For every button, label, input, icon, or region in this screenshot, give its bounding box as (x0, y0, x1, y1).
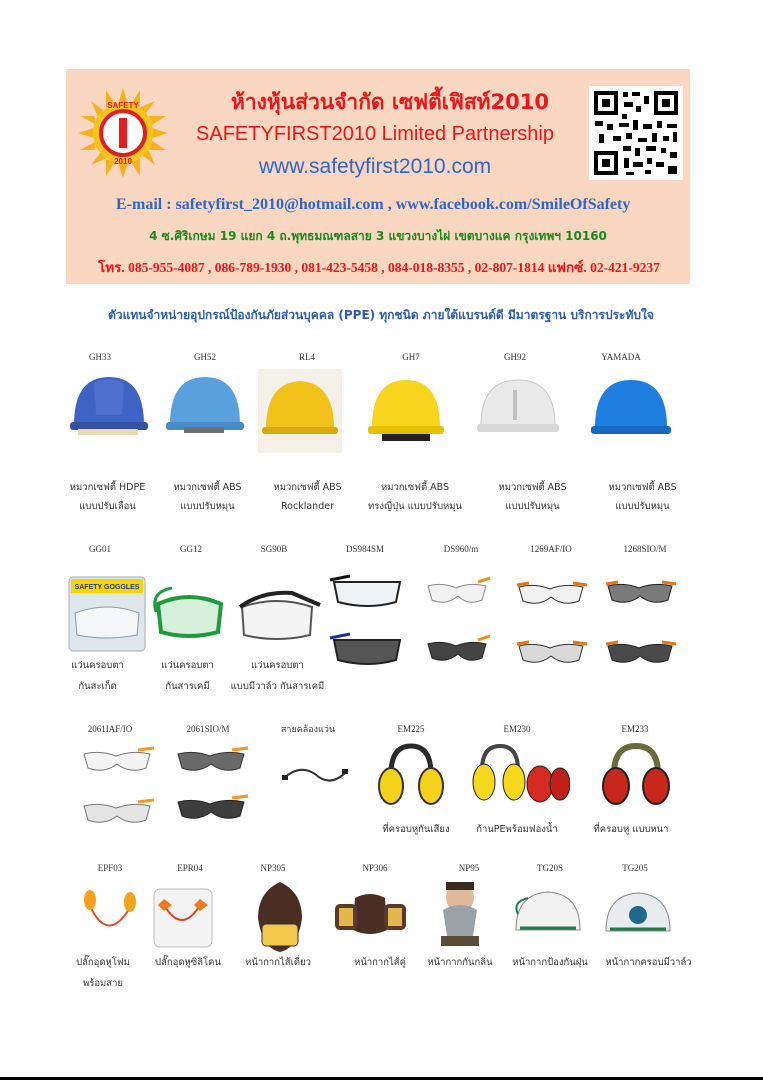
product-code: GH7 (402, 352, 420, 362)
helmet-yamada-image (589, 370, 673, 452)
product-label: หน้ากากครอบมีวาล์ว (605, 957, 692, 968)
product-label: แบบปรับหมุน (180, 501, 235, 512)
glasses-ds984sm-smoke-image (328, 628, 406, 673)
product-code: DS960/m (443, 544, 479, 554)
glasses-1269io-image (513, 634, 589, 670)
qr-code (589, 86, 683, 180)
product-code: 1269AF/IO (530, 544, 572, 554)
product-label: ทรงญี่ปุ่น แบบปรับหมุน (367, 501, 462, 512)
product-label: พร้อมสาย (82, 978, 124, 989)
product-label: แบบปรับหมุน (505, 501, 560, 512)
glasses-1268sio-image (602, 574, 678, 610)
product-code: EM225 (397, 724, 425, 734)
product-code: 1268SIO/M (623, 544, 667, 554)
product-label: หมวกเซฟตี้ ABS (273, 482, 342, 493)
product-label: แบบปรับเลื่อน (79, 501, 136, 512)
product-label: Rocklander (281, 501, 334, 512)
product-label: ปลั๊กอุดหูซิลิโคน (155, 957, 221, 968)
glasses-2061io-image (78, 794, 156, 830)
phone-numbers: โทร. 085-955-4087 , 086-789-1930 , 081-423-5458 , 084-018-8355 , 02-807-1814 แฟกซ์. 02-421-9237 (98, 260, 660, 275)
product-label: หมวกเซฟตี้ ABS (173, 482, 242, 493)
product-label: หน้ากากกันกลิ่น (427, 957, 493, 968)
earplug-foam-corded-image (78, 888, 143, 950)
respirator-dual-cartridge-image (333, 890, 408, 940)
product-code: NP305 (260, 863, 286, 873)
earmuff-em225-image (375, 740, 447, 810)
product-label: แว่นครอบตา (161, 660, 214, 671)
tagline: ตัวแทนจำหน่ายอุปกรณ์ป้องกันภัยส่วนบุคคล (PPE) ทุกชนิด ภายใต้แบรนด์ดี มีมาตรฐาน บริการประทับใจ (108, 308, 654, 322)
product-code: 2061IAF/IO (87, 724, 133, 734)
product-label: แบบปรับหมุน (615, 501, 670, 512)
product-code: NP306 (362, 863, 388, 873)
earplug-silicone-image (150, 885, 216, 951)
logo-text-top: SAFETY (107, 101, 139, 110)
logo-text-bottom: 2010 (114, 157, 132, 166)
contact-line[interactable]: E-mail : safetyfirst_2010@hotmail.com , www.facebook.com/SmileOfSafety (116, 196, 631, 213)
product-code: GH92 (504, 352, 526, 362)
glasses-ds984sm-clear-image (328, 570, 406, 615)
product-code: TG20S (536, 863, 563, 873)
eyeglass-cord-image (280, 760, 350, 794)
product-code: GH52 (194, 352, 216, 362)
product-label: แว่นครอบตา (71, 660, 124, 671)
goggle-gg01-image (67, 575, 147, 653)
helmet-gh92-image (473, 370, 563, 452)
glasses-2061m-image (172, 790, 250, 826)
product-code: NP95 (458, 863, 480, 873)
glasses-1269af-image (513, 575, 589, 611)
product-code: GH33 (89, 352, 111, 362)
product-code: DS984SM (345, 544, 384, 554)
product-code: GG01 (89, 544, 111, 554)
company-name-thai: ห้างหุ้นส่วนจำกัด เซฟตี้เฟิสท์2010 (231, 90, 549, 114)
product-label: ปลั๊กอุดหูโฟม (76, 957, 130, 968)
helmet-rl4-image (258, 369, 342, 453)
product-code: EM230 (503, 724, 531, 734)
goggle-sg90b-image (232, 583, 322, 653)
website-link[interactable]: www.safetyfirst2010.com (258, 155, 492, 178)
product-code: TG205 (622, 863, 648, 873)
respirator-single-cartridge-image (250, 878, 310, 956)
product-label: หมวกเซฟตี้ ABS (498, 482, 567, 493)
product-code: EM233 (621, 724, 649, 734)
product-code: สายคล้องแว่น (280, 724, 336, 734)
company-address: 4 ซ.ศิริเกษม 19 แยก 4 ถ.พุทธมณฑลสาย 3 แขวงบางไผ่ เขตบางแค กรุงเทพฯ 10160 (149, 229, 607, 243)
product-label: หน้ากากไส้คู่ (354, 957, 406, 968)
product-label: ก้านPEพร้อมฟองน้ำ (476, 824, 558, 835)
safety-first-logo (76, 86, 170, 180)
product-code: SG90B (260, 544, 288, 554)
goggle-gg12-image (152, 582, 227, 648)
product-code: GG12 (180, 544, 202, 554)
product-label: ที่ครอบหูกันเสียง (382, 824, 450, 835)
product-label: แว่นครอบตา (251, 660, 304, 671)
earmuff-em230-image (470, 740, 570, 808)
goggle-bag-text: SAFETY GOGGLES (74, 584, 140, 591)
earmuff-em233-image (600, 740, 672, 810)
product-label: หมวกเซฟตี้ ABS (380, 482, 450, 493)
product-label: กันสะเก็ด (78, 681, 117, 692)
respirator-np95-image (437, 880, 483, 946)
dust-mask-tg20s-image (508, 884, 588, 944)
product-code: YAMADA (601, 352, 641, 362)
product-code: 2061SIO/M (186, 724, 230, 734)
product-label: หมวกเซฟตี้ HDPE (69, 482, 146, 493)
product-label: หมวกเซฟตี้ ABS (608, 482, 677, 493)
glasses-2061iaf-image (78, 742, 156, 778)
glasses-ds960-clear-image (422, 572, 492, 612)
product-code: EPF03 (97, 863, 123, 873)
product-code: RL4 (298, 352, 315, 362)
product-label: หน้ากากไส้เดี่ยว (245, 957, 311, 968)
glasses-2061sio-image (172, 742, 250, 778)
helmet-gh52-image (162, 367, 248, 452)
product-label: กันสารเคมี (165, 681, 210, 692)
product-label: ที่ครอบหู แบบหนา (593, 824, 669, 835)
product-code: EPR04 (177, 863, 203, 873)
dust-mask-tg205-valve-image (598, 885, 678, 945)
product-label: แบบมีวาล์ว กันสารเคมี (230, 681, 325, 692)
product-label: หน้ากากป้องกันฝุ่น (512, 957, 588, 968)
glasses-ds960-smoke-image (422, 630, 492, 670)
glasses-1268m-image (602, 634, 678, 670)
helmet-gh33-image (64, 367, 154, 452)
company-name-english: SAFETYFIRST2010 Limited Partnership (196, 123, 554, 145)
helmet-gh7-image (366, 370, 446, 452)
